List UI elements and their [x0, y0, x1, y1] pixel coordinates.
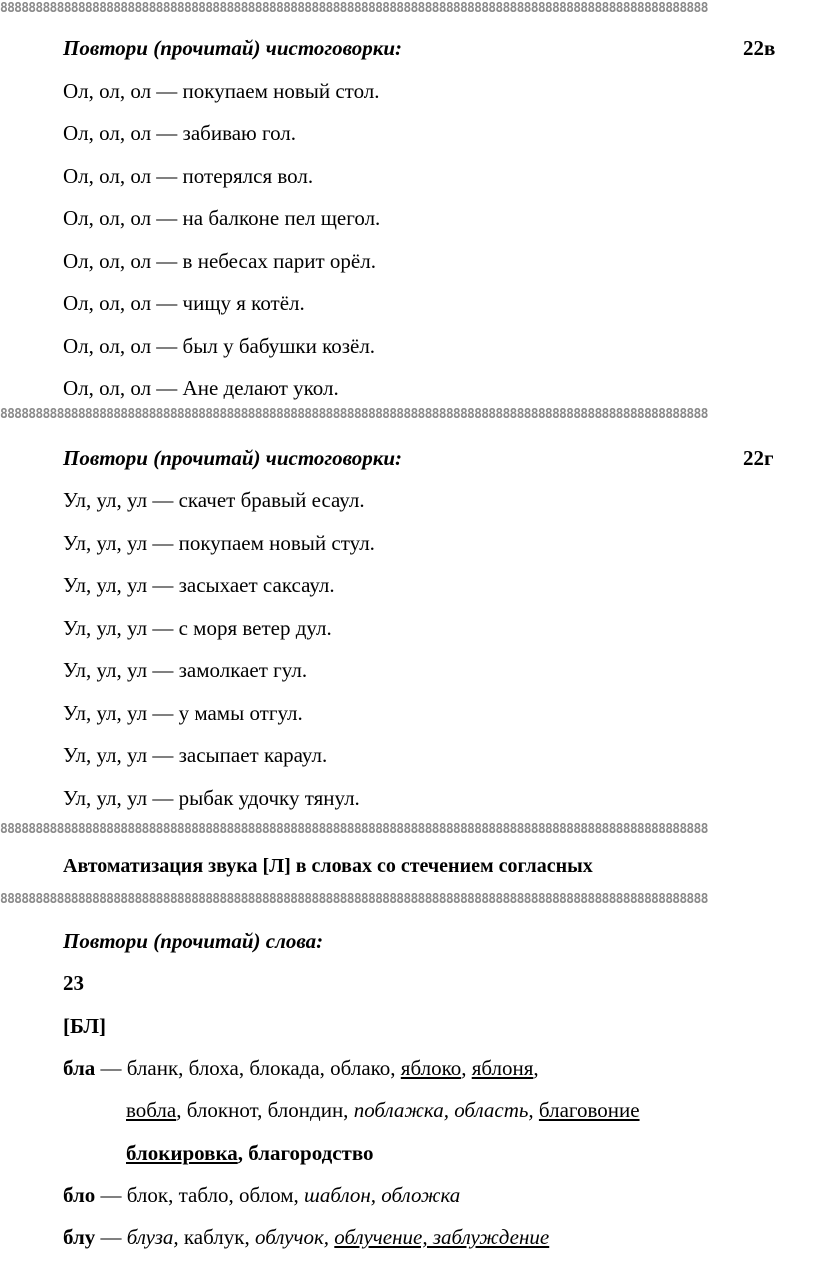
word-row-bla-cont: [126, 1098, 640, 1122]
underlined-word: блокировка: [126, 1141, 238, 1165]
italic-words: блуза,: [126, 1225, 179, 1249]
tongue-twister-line: Ул, ул, ул — у мамы отгул.: [63, 701, 303, 725]
word-list: блок, табло, облом,: [126, 1183, 305, 1207]
underlined-word: благовоние: [538, 1098, 640, 1122]
dash: —: [95, 1056, 127, 1080]
tongue-twister-line: Ул, ул, ул — покупаем новый стул.: [63, 531, 375, 555]
tongue-twister-line: Ол, ол, ол — чищу я котёл.: [63, 291, 305, 315]
sound-group-label: [БЛ]: [63, 1014, 106, 1038]
tongue-twister-line: Ол, ол, ол — потерялся вол.: [63, 164, 314, 188]
dash: —: [95, 1225, 127, 1249]
tongue-twister-line: Ул, ул, ул — скачет бравый есаул.: [63, 488, 365, 512]
tongue-twister-line: Ул, ул, ул — засыпает караул.: [63, 743, 328, 767]
underlined-italic-words: облучение, заблуждение: [334, 1225, 550, 1249]
word-list: , блокнот, блондин,: [176, 1098, 354, 1122]
tongue-twister-line: Ул, ул, ул — замолкает гул.: [63, 658, 308, 682]
separator: ,: [533, 1056, 539, 1080]
decorative-border-divider: 8888888888888888888888888888888888888888888888888888888888888888888888888888888888888888888888888888: [0, 408, 708, 422]
section-22g-number: 22г: [743, 446, 774, 470]
word-row-bla-cont2: [126, 1141, 374, 1165]
tongue-twister-line: Ол, ол, ол — забиваю гол.: [63, 121, 297, 145]
section-22g-heading: Повтори (прочитай) чистоговорки:: [63, 446, 403, 470]
word-row-blu: [63, 1225, 549, 1249]
underlined-word: яблоня: [471, 1056, 534, 1080]
tongue-twister-line: Ол, ол, ол — был у бабушки козёл.: [63, 334, 376, 358]
word-list: бланк, блоха, блокада, облако,: [126, 1056, 401, 1080]
syllable-label: бла: [63, 1056, 96, 1080]
tongue-twister-line: Ул, ул, ул — засыхает саксаул.: [63, 573, 335, 597]
tongue-twister-line: Ол, ол, ол — Ане делают укол.: [63, 376, 339, 400]
tongue-twister-line: Ул, ул, ул — рыбак удочку тянул.: [63, 786, 360, 810]
syllable-label: бло: [63, 1183, 96, 1207]
word-list: , благородство: [237, 1141, 374, 1165]
tongue-twister-line: Ол, ол, ол — покупаем новый стол.: [63, 79, 380, 103]
underlined-word: вобла: [126, 1098, 177, 1122]
underlined-word: яблоко: [400, 1056, 462, 1080]
tongue-twister-line: Ул, ул, ул — с моря ветер дул.: [63, 616, 332, 640]
italic-words: поблажка, область,: [353, 1098, 534, 1122]
italic-words: облучок,: [254, 1225, 330, 1249]
section-23-heading: Повтори (прочитай) слова:: [63, 929, 324, 953]
section-22v-heading: Повтори (прочитай) чистоговорки:: [63, 36, 403, 60]
tongue-twister-line: Ол, ол, ол — на балконе пел щегол.: [63, 206, 381, 230]
italic-words: шаблон, обложка: [304, 1183, 461, 1207]
section-23-number: 23: [63, 971, 84, 995]
section-22v-number: 22в: [743, 36, 776, 60]
syllable-label: блу: [63, 1225, 96, 1249]
word-row-blo: [63, 1183, 460, 1207]
dash: —: [95, 1183, 127, 1207]
decorative-border-divider: 8888888888888888888888888888888888888888888888888888888888888888888888888888888888888888888888888888: [0, 893, 708, 907]
word-list: каблук,: [178, 1225, 255, 1249]
decorative-border-divider: 8888888888888888888888888888888888888888888888888888888888888888888888888888888888888888888888888888: [0, 823, 708, 837]
decorative-border-top: 8888888888888888888888888888888888888888888888888888888888888888888888888888888888888888888888888888: [0, 2, 708, 16]
word-row-bla: [63, 1056, 539, 1080]
tongue-twister-line: Ол, ол, ол — в небесах парит орёл.: [63, 249, 376, 273]
section-title: Автоматизация звука [Л] в словах со стечением согласных: [63, 855, 593, 877]
separator: ,: [461, 1056, 472, 1080]
